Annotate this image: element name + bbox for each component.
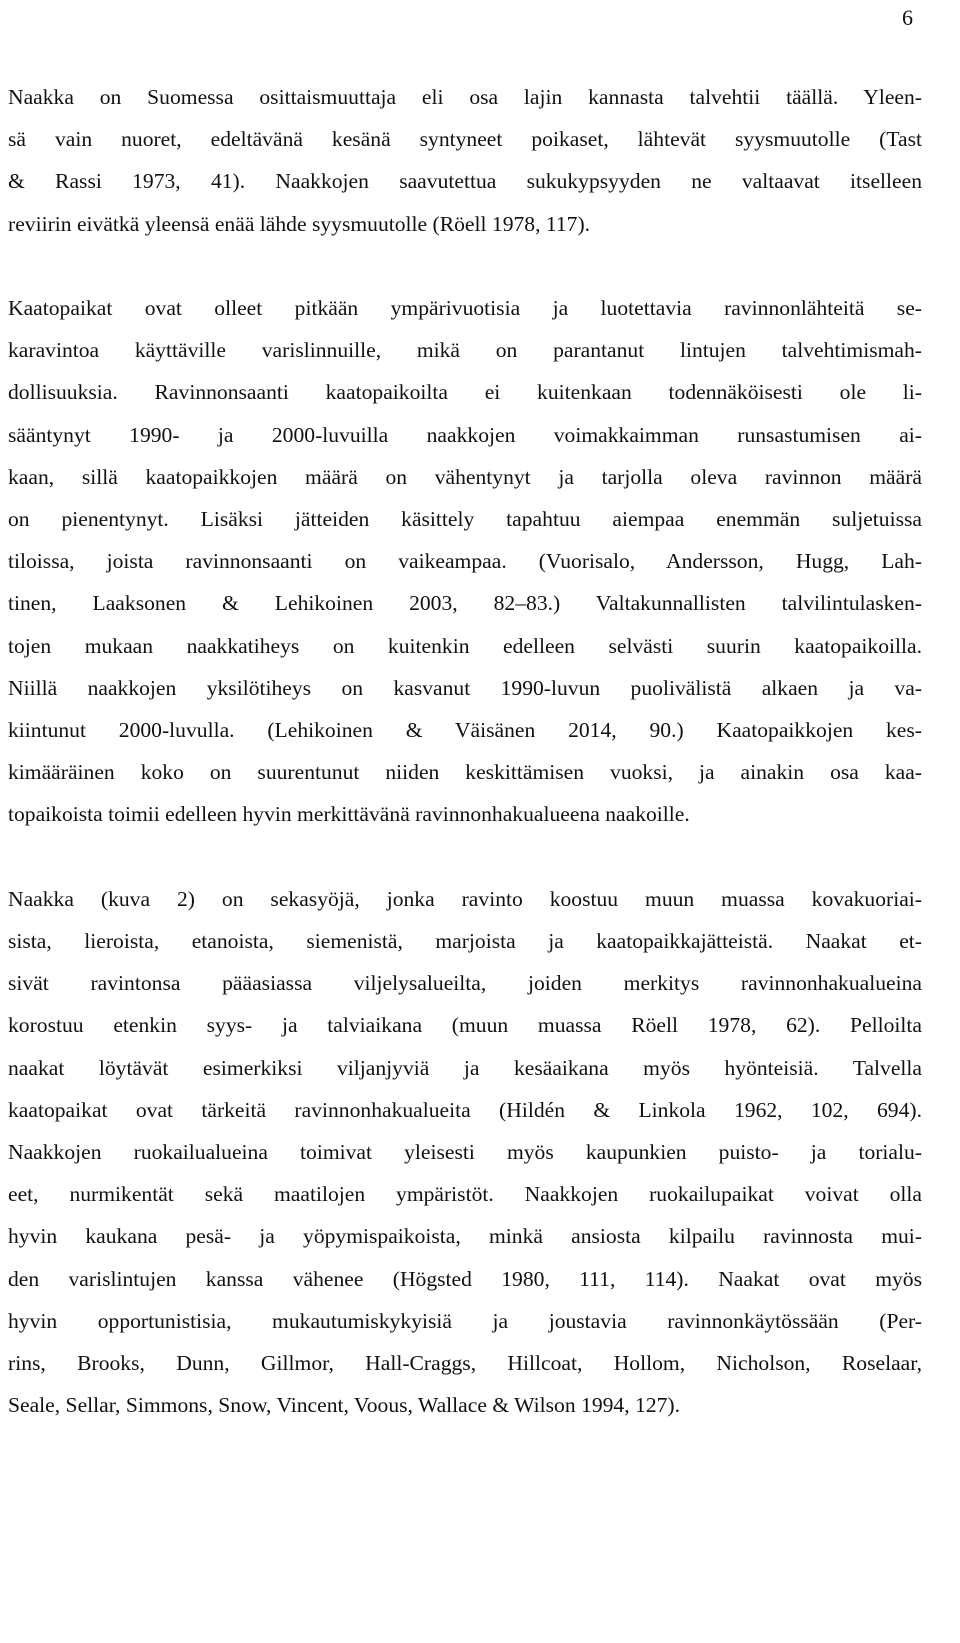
text-line: kimääräinen koko on suurentunut niiden keskittämisen vuoksi, ja ainakin osa kaa- bbox=[8, 760, 922, 785]
paragraph-3 bbox=[8, 878, 922, 1427]
text-line: rins, Brooks, Dunn, Gillmor, Hall-Craggs, Hillcoat, Hollom, Nicholson, Roselaar, bbox=[8, 1351, 922, 1376]
text-line: karavintoa käyttäville varislinnuille, mikä on parantanut lintujen talvehtimismah- bbox=[8, 338, 922, 363]
text-line: sivät ravintonsa pääasiassa viljelysalueilta, joiden merkitys ravinnonhakualueina bbox=[8, 971, 922, 996]
text-line: naakat löytävät esimerkiksi viljanjyviä ja kesäaikana myös hyönteisiä. Talvella bbox=[8, 1055, 922, 1080]
text-line: hyvin opportunistisia, mukautumiskykyisiä ja joustavia ravinnonkäytössään (Per- bbox=[8, 1308, 922, 1333]
text-line: tiloissa, joista ravinnonsaanti on vaikeampaa. (Vuorisalo, Andersson, Hugg, Lah- bbox=[8, 549, 922, 574]
text-line: Naakkojen ruokailualueina toimivat yleisesti myös kaupunkien puisto- ja torialu- bbox=[8, 1140, 922, 1165]
text-line: kaan, sillä kaatopaikkojen määrä on vähentynyt ja tarjolla oleva ravinnon määrä bbox=[8, 464, 922, 489]
text-line: sista, lieroista, etanoista, siemenistä, marjoista ja kaatopaikkajätteistä. Naakat et- bbox=[8, 929, 922, 954]
text-line: sääntynyt 1990- ja 2000-luvuilla naakkojen voimakkaimman runsastumisen ai- bbox=[8, 422, 922, 447]
text-line: Seale, Sellar, Simmons, Snow, Vincent, Voous, Wallace & Wilson 1994, 127). bbox=[8, 1393, 680, 1418]
text-line: on pienentynyt. Lisäksi jätteiden käsittely tapahtuu aiempaa enemmän suljetuissa bbox=[8, 507, 922, 532]
text-line: Naakka on Suomessa osittaismuuttaja eli osa lajin kannasta talvehtii täällä. Yleen- bbox=[8, 85, 922, 109]
text-line: & Rassi 1973, 41). Naakkojen saavutettua sukukypsyyden ne valtaavat itselleen bbox=[8, 169, 922, 194]
text-line: den varislintujen kanssa vähenee (Högsted 1980, 111, 114). Naakat ovat myös bbox=[8, 1266, 922, 1291]
text-line: topaikoista toimii edelleen hyvin merkittävänä ravinnonhakualueena naakoille. bbox=[8, 802, 690, 827]
text-line: kaatopaikat ovat tärkeitä ravinnonhakualueita (Hildén & Linkola 1962, 102, 694). bbox=[8, 1097, 922, 1122]
text-line: korostuu etenkin syys- ja talviaikana (muun muassa Röell 1978, 62). Pelloilta bbox=[8, 1013, 922, 1038]
paragraph-1 bbox=[8, 76, 922, 245]
text-line: Kaatopaikat ovat olleet pitkään ympärivuotisia ja luotettavia ravinnonlähteitä se- bbox=[8, 296, 922, 320]
text-line: dollisuuksia. Ravinnonsaanti kaatopaikoilta ei kuitenkaan todennäköisesti ole li- bbox=[8, 380, 922, 405]
text-line: Naakka (kuva 2) on sekasyöjä, jonka ravinto koostuu muun muassa kovakuoriai- bbox=[8, 886, 922, 911]
text-line: sä vain nuoret, edeltävänä kesänä syntyneet poikaset, lähtevät syysmuutolle (Tast bbox=[8, 127, 922, 152]
text-line: Niillä naakkojen yksilötiheys on kasvanut 1990-luvun puolivälistä alkaen ja va- bbox=[8, 675, 922, 700]
body-text bbox=[8, 76, 922, 1426]
text-line: tojen mukaan naakkatiheys on kuitenkin edelleen selvästi suurin kaatopaikoilla. bbox=[8, 633, 922, 658]
text-line: reviirin eivätkä yleensä enää lähde syysmuutolle (Röell 1978, 117). bbox=[8, 211, 591, 236]
text-line: kiintunut 2000-luvulla. (Lehikoinen & Väisänen 2014, 90.) Kaatopaikkojen kes- bbox=[8, 718, 922, 743]
page-number: 6 bbox=[902, 5, 913, 30]
text-line: hyvin kaukana pesä- ja yöpymispaikoista, minkä ansiosta kilpailu ravinnosta mui- bbox=[8, 1224, 922, 1249]
text-line: eet, nurmikentät sekä maatilojen ympäristöt. Naakkojen ruokailupaikat voivat olla bbox=[8, 1182, 922, 1207]
text-line: tinen, Laaksonen & Lehikoinen 2003, 82–83.) Valtakunnallisten talvilintulasken- bbox=[8, 591, 922, 616]
paragraph-2 bbox=[8, 287, 922, 836]
